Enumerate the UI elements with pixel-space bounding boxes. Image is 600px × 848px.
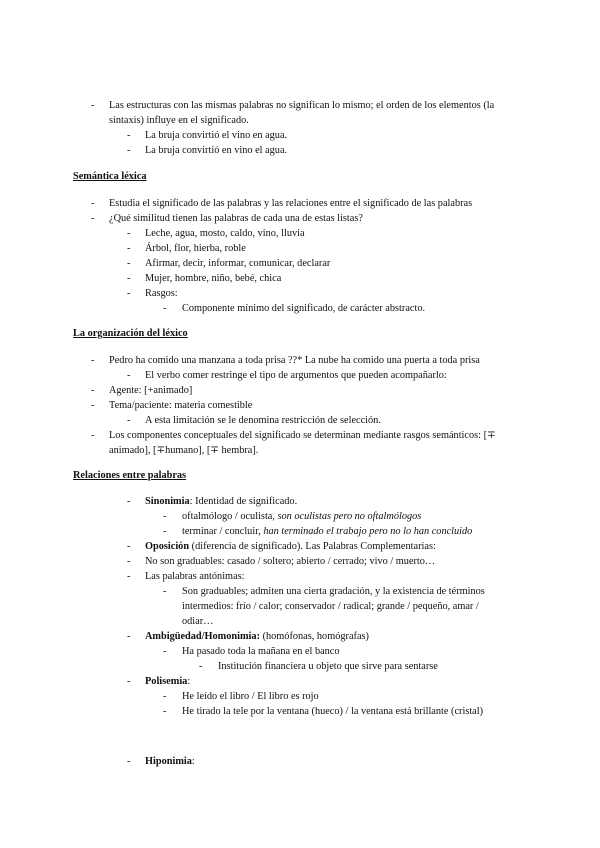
list-item-text: Tema/paciente: materia comestible	[109, 400, 253, 411]
sub-list-item	[0, 509, 600, 524]
bullet-dash: -	[127, 676, 131, 687]
section-heading-organizacion: La organización del léxico	[73, 328, 188, 339]
list-item-text: sintaxis) influye en el significado.	[109, 115, 249, 126]
list-item	[0, 98, 600, 113]
sub-list-item	[0, 413, 600, 428]
bullet-dash: -	[127, 370, 131, 381]
sinonimia-example	[182, 509, 421, 524]
bullet-dash: -	[163, 526, 167, 537]
sinonimia-example	[182, 524, 472, 539]
sub-list-item-text: odiar…	[182, 616, 214, 627]
bullet-dash: -	[127, 130, 131, 141]
section-heading-semantica: Semántica léxica	[73, 171, 147, 182]
bullet-dash: -	[127, 243, 131, 254]
sinonimia-definition: : Identidad de significado.	[189, 496, 298, 507]
sub-list-item	[0, 689, 600, 704]
sub-sub-list-item	[0, 301, 600, 316]
list-item-text: Las estructuras con las mismas palabras no significan lo mismo; el orden de los elementos (la	[109, 100, 495, 111]
bullet-dash: -	[127, 496, 131, 507]
list-item	[0, 754, 600, 769]
list-item	[0, 554, 600, 569]
section-heading-row	[0, 169, 600, 184]
word-list: Árbol, flor, hierba, roble	[145, 243, 246, 254]
polisemia-term: Polisemia	[145, 676, 188, 687]
sinonimia-entry	[145, 494, 297, 509]
example-sentence: son oculistas pero no oftalmólogos	[277, 511, 422, 522]
list-item-text: Los componentes conceptuales del significado se determinan mediante rasgos semánticos: [∓	[109, 430, 496, 441]
example-words: oftalmólogo / oculista,	[182, 511, 278, 522]
oposicion-entry	[145, 539, 436, 554]
oposicion-definition: (diferencia de significado). Las Palabras Complementarias:	[189, 541, 436, 552]
sub-list-item-text: A esta limitación se le denomina restricción de selección.	[145, 415, 381, 426]
list-item-text: animado], [∓humano], [∓ hembra].	[109, 445, 259, 456]
sub-list-item-text: La bruja convirtió en vino el agua.	[145, 145, 288, 156]
oposicion-term: Oposición	[145, 541, 190, 552]
list-item	[0, 428, 600, 443]
bullet-dash: -	[91, 430, 95, 441]
sinonimia-term: Sinonimia	[145, 496, 190, 507]
list-item	[0, 674, 600, 689]
ambiguedad-term: Ambigüedad/Homonimia:	[145, 631, 260, 642]
bullet-dash: -	[163, 646, 167, 657]
bullet-dash: -	[91, 355, 95, 366]
bullet-dash: -	[127, 415, 131, 426]
list-item	[0, 353, 600, 368]
bullet-dash: -	[163, 586, 167, 597]
sub-sub-list-item	[0, 659, 600, 674]
example-words: terminar / concluir,	[182, 526, 264, 537]
list-item	[0, 629, 600, 644]
section-heading-row	[0, 468, 600, 483]
colon: :	[191, 756, 195, 767]
bullet-dash: -	[127, 756, 131, 767]
bullet-dash: -	[91, 385, 95, 396]
bullet-dash: -	[163, 511, 167, 522]
bullet-dash: -	[127, 541, 131, 552]
sub-sub-list-item-text: Institución financiera u objeto que sirve para sentarse	[218, 661, 438, 672]
sub-list-item-text: El verbo comer restringe el tipo de argumentos que pueden acompañarlo:	[145, 370, 447, 381]
bullet-dash: -	[91, 198, 95, 209]
bullet-dash: -	[127, 228, 131, 239]
sub-list-item-text: He leído el libro / El libro es rojo	[182, 691, 319, 702]
bullet-dash: -	[127, 571, 131, 582]
bullet-dash: -	[127, 631, 131, 642]
list-item	[0, 494, 600, 509]
sub-list-item	[0, 256, 600, 271]
sub-list-item-continuation	[0, 599, 600, 614]
bullet-dash: -	[127, 273, 131, 284]
bullet-dash: -	[127, 258, 131, 269]
sub-list-item	[0, 226, 600, 241]
bullet-dash: -	[127, 145, 131, 156]
list-item-text: Estudia el significado de las palabras y las relaciones entre el significado de las palabras	[109, 198, 473, 209]
example-sentence: han terminado el trabajo pero no lo han concluido	[263, 526, 473, 537]
list-item	[0, 569, 600, 584]
sub-list-item-text: intermedios: frío / calor; conservador / radical; grande / pequeño, amar /	[182, 601, 479, 612]
word-list: Afirmar, decir, informar, comunicar, declarar	[145, 258, 331, 269]
bullet-dash: -	[127, 556, 131, 567]
sub-list-item	[0, 143, 600, 158]
sub-list-item	[0, 286, 600, 301]
list-item-text: ¿Qué similitud tienen las palabras de cada una de estas listas?	[109, 213, 363, 224]
section-heading-row	[0, 326, 600, 341]
bullet-dash: -	[91, 400, 95, 411]
sub-list-item-text: He tirado la tele por la ventana (hueco) / la ventana está brillante (cristal)	[182, 706, 484, 717]
sub-list-item	[0, 271, 600, 286]
list-item-continuation	[0, 443, 600, 458]
list-item-text: Agente: [+animado]	[109, 385, 193, 396]
rasgos-label: Rasgos:	[145, 288, 178, 299]
bullet-dash: -	[199, 661, 203, 672]
word-list: Mujer, hombre, niño, bebé, chica	[145, 273, 282, 284]
bullet-dash: -	[127, 288, 131, 299]
word-list: Leche, agua, mosto, caldo, vino, lluvia	[145, 228, 305, 239]
list-item	[0, 211, 600, 226]
list-item	[0, 196, 600, 211]
polisemia-entry	[145, 674, 190, 689]
sub-list-item	[0, 584, 600, 599]
list-item-text: No son graduables: casado / soltero; abierto / cerrado; vivo / muerto…	[145, 556, 436, 567]
bullet-dash: -	[163, 691, 167, 702]
rasgos-definition: Componente mínimo del significado, de carácter abstracto.	[182, 303, 426, 314]
sub-list-item	[0, 644, 600, 659]
list-item-text: Las palabras antónimas:	[145, 571, 245, 582]
sub-list-item	[0, 241, 600, 256]
hiponimia-entry	[145, 754, 195, 769]
list-item	[0, 383, 600, 398]
sub-list-item-text: Ha pasado toda la mañana en el banco	[182, 646, 340, 657]
sub-list-item-text: La bruja convirtió el vino en agua.	[145, 130, 288, 141]
list-item-text: Pedro ha comido una manzana a toda prisa ??* La nube ha comido una puerta a toda prisa	[109, 355, 480, 366]
ambiguedad-entry	[145, 629, 369, 644]
bullet-dash: -	[163, 706, 167, 717]
list-item	[0, 398, 600, 413]
sub-list-item-continuation	[0, 614, 600, 629]
colon: :	[187, 676, 191, 687]
list-item-continuation	[0, 113, 600, 128]
section-heading-relaciones: Relaciones entre palabras	[73, 470, 187, 481]
sub-list-item	[0, 524, 600, 539]
ambiguedad-definition: (homófonas, homógrafas)	[260, 631, 369, 642]
sub-list-item	[0, 368, 600, 383]
bullet-dash: -	[91, 213, 95, 224]
sub-list-item-text: Son graduables; admiten una cierta gradación, y la existencia de términos	[182, 586, 485, 597]
bullet-dash: -	[91, 100, 95, 111]
hiponimia-term: Hiponimia	[145, 756, 192, 767]
list-item	[0, 539, 600, 554]
sub-list-item	[0, 704, 600, 719]
sub-list-item	[0, 128, 600, 143]
bullet-dash: -	[163, 303, 167, 314]
